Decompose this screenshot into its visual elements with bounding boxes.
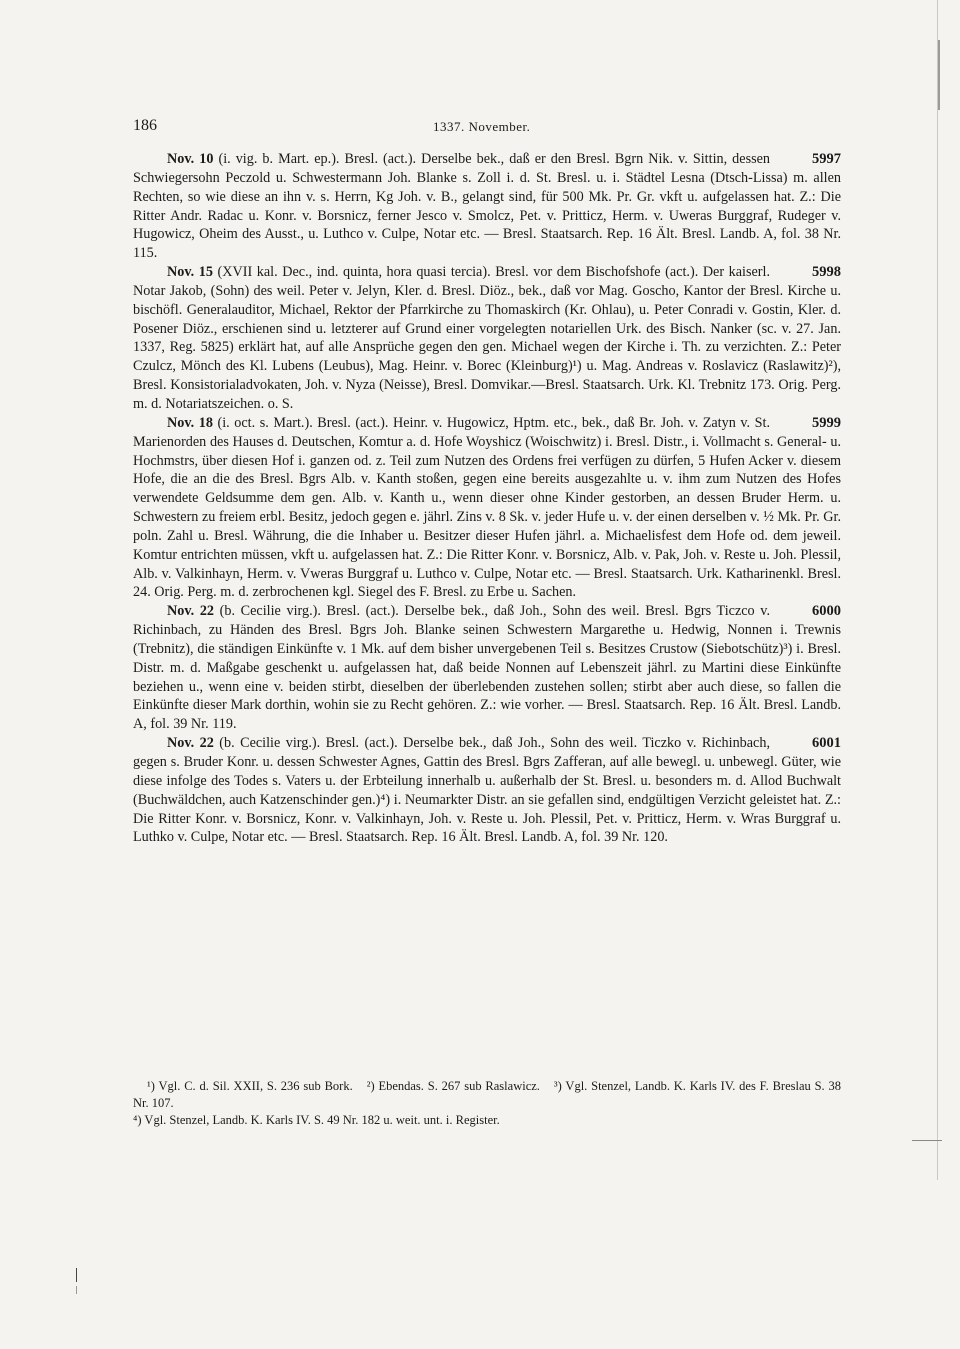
entry-text: (i. oct. s. Mart.). Bresl. (act.). Heinr. v. Hugowicz, Hptm. etc., bek., daß Br. Joh. v. Zatyn v. St. Marienorden des Hauses d. Deutschen, Komtur a. d. Hofe Woyshicz (Woischwitz) i. Bresl. Distr., i. Vollmacht s. General- u. Hochmstrs, über diesen Hof i. ganzen od. z. Teil zum Nutzen des Ordens frei verfügen zu dürfen, 5 Hufen Acker v. diesem Hofe, die an die des Bresl. Bgrs Alb. v. Kanth stoßen, gegen eine bereits ausgezahlte u. v. ihm zum Nutzen des Hofes verwendete Geldsumme dem gen. Alb. v. Kanth u., wenn dieser ohne Kinder gestorben, an dessen Bruder Herm. u. Schwestern zu freiem erbl. Besitz, jedoch gegen e. jährl. Zins v. 8 Sk. v. jeder Hufe u. v. der einen derselben v. ½ Mk. Pr. Gr. poln. Zahl u. Bresl. Währung, die die Inhaber u. Besitzer dieser Hufen jährl. a. Michaelisfest dem Hofe od. dem jeweil. Komtur entrichten müssen, vkft u. aufgelassen hat. Z.: Die Ritter Konr. v. Borsnicz, Alb. v. Pak, Joh. v. Reste u. Joh. Plessil, Alb. v. Valkinhayn, Herm. v. Vweras Burggraf u. Luthco v. Culpe, Notar etc. — Bresl. Staatsarch. Urk. Katharinenkl. Bresl. 24. Orig. Perg. m. d. zerbrochenen kgl. Siegel des F. Bresl. zu Erbe u. Sachen. (133, 414, 841, 601)
footnote: ²) Ebendas. S. 267 sub Raslawicz. (366, 1079, 540, 1093)
page-header (133, 117, 838, 141)
page-edge-mark (938, 40, 940, 110)
entry (133, 734, 841, 847)
entry-number: 5998 (812, 264, 841, 281)
entry-number: 6000 (812, 603, 841, 620)
entry-text: (b. Cecilie virg.). Bresl. (act.). Derselbe bek., daß Joh., Sohn des weil. Ticzko v. Richinbach, gegen s. Bruder Konr. u. dessen Schwester Agnes, Gattin des Bresl. Bgrs Zafferan, auf alle bewegl. u. unbewegl. Güter, wie diese infolge des Todes s. Vaters u. der Erbteilung innerhalb u. außerhalb der St. Bresl. u. besonders m. d. Allod Buchwalt (Buchwäldchen, auch Katzenschinder gen.)⁴) i. Neumarkter Distr. an sie gefallen sind, endgültigen Verzicht geleistet hat. Z.: Die Ritter Konr. v. Borsnicz, Konr. v. Valkinhayn, Joh. v. Reste u. Joh. Plessil, Pet. v. Pritticz, Herm. v. Wras Burggraf u. Luthko v. Culpe, Notar etc. — Bresl. Staatsarch. Rep. 16 Ält. Bresl. Landb. A, fol. 39 Nr. 120. (133, 735, 841, 846)
footnote: ¹) Vgl. C. d. Sil. XXII, S. 236 sub Bork. (147, 1079, 353, 1093)
entry-date: Nov. 18 (167, 414, 213, 431)
entry-number: 5999 (812, 414, 841, 431)
page-edge-foot (912, 1140, 942, 1141)
entries (133, 150, 841, 847)
entry (133, 150, 841, 263)
entry-text: (b. Cecilie virg.). Bresl. (act.). Derselbe bek., daß Joh., Sohn des weil. Bresl. Bgrs Ticzco v. Richinbach, zu Händen des Bresl. Bgrs Joh. Blanke seinen Schwestern Margarethe u. Hedwig, Nonnen i. Trewnis (Trebnitz), die ständigen Einkünfte v. 1 Mk. auf dem bisher unvergebenen Teil s. Besitzes Crustow (Siebotschütz)³) i. Bresl. Distr. m. d. Maßgabe geschenkt u. aufgelassen hat, daß beide Nonnen auf Lebenszeit jährl. zu Martini diese Einkünfte beziehen u., wenn eine v. beiden stirbt, dieselben der überlebenden zustehen sollen; stirbt aber auch diese, so fallen die Einkünfte dieser Mark dorthin, wohin sie zu Recht gehören. Z.: wie vorher. — Bresl. Staatsarch. Rep. 16 Ält. Bresl. Landb. A, fol. 39 Nr. 119. (133, 603, 841, 733)
entry (133, 263, 841, 414)
entry-date: Nov. 15 (167, 264, 213, 281)
entry (133, 414, 841, 602)
footnotes (133, 1078, 841, 1129)
entry-date: Nov. 10 (167, 151, 214, 167)
entry-date: Nov. 22 (167, 735, 214, 752)
entry-number: 5997 (812, 151, 841, 167)
page-number: 186 (133, 117, 157, 134)
footnote-line (133, 1078, 841, 1112)
footnote: ⁴) Vgl. Stenzel, Landb. K. Karls IV. S. 49 Nr. 182 u. weit. unt. i. Register. (133, 1113, 500, 1127)
entry-text: (XVII kal. Dec., ind. quinta, hora quasi tercia). Bresl. vor dem Bischofshofe (act.). Der kaiserl. Notar Jakob, (Sohn) des weil. Peter v. Jelyn, Kler. d. Bresl. Diöz., bek., daß vor Mag. Goscho, Kantor der Bresl. Kirche u. bischöfl. Generalauditor, Michael, Rektor der Pfarrkirche zu Thomaskirch (Kr. Ohlau), u. Peter Conradi v. Gostin, Kler. d. Posener Diöz., erschienen sind u. letzterer auf Grund einer vorgelegten notariellen Urk. des Bisch. Nanker (sc. v. 27. Jan. 1337, Reg. 5825) erklärt hat, auf alle Ansprüche gegen den gen. Michael wegen der Kirche i. Th. zu verzichten. Z.: Peter Czulcz, Mönch des Kl. Lubens (Leubus), Mag. Heinr. v. Borec (Kleinburg)¹) u. Mag. Andreas v. Roslavicz (Raslawitz)²), Bresl. Konsistorialadvokaten, Joh. v. Nyza (Neisse), Bresl. Domvikar.—Bresl. Staatsarch. Urk. Kl. Trebnitz 173. Orig. Perg. m. d. Notariatszeichen. o. S. (133, 264, 841, 412)
page-edge (937, 0, 938, 1180)
running-title: 1337. November. (433, 119, 531, 134)
scan-mark (76, 1268, 77, 1282)
entry (133, 602, 841, 734)
entry-date: Nov. 22 (167, 603, 215, 620)
entry-number: 6001 (812, 735, 841, 752)
footnote-line (133, 1112, 841, 1129)
footnote: ³) Vgl. Stenzel, Landb. K. Karls IV. des F. Breslau S. 38 Nr. 107. (133, 1079, 841, 1110)
entry-text: (i. vig. b. Mart. ep.). Bresl. (act.). Derselbe bek., daß er den Bresl. Bgrn Nik. v. Sittin, dessen Schwiegersohn Peczold u. Schwestermann Joh. Blanke s. Zoll i. d. St. Bresl. u. i. Städtel Lesna (Dtsch-Lissa) m. allen Rechten, so wie diese an ihn v. s. Herrn, Kg Joh. v. B., gelangt sind, für 500 Mk. Pr. Gr. vkft u. aufgelassen hat. Z.: Die Ritter Andr. Radac u. Konr. v. Borsnicz, ferner Jesco v. Smolcz, Pet. v. Pritticz, Herm. v. Uweras Burggraf, Rudeger v. Hugowicz, Oheim des Ausst., u. Luthco v. Culpe, Notar etc. — Bresl. Staatsarch. Rep. 16 Ält. Bresl. Landb. A, fol. 38 Nr. 115. (133, 151, 841, 262)
scan-mark (76, 1286, 77, 1294)
